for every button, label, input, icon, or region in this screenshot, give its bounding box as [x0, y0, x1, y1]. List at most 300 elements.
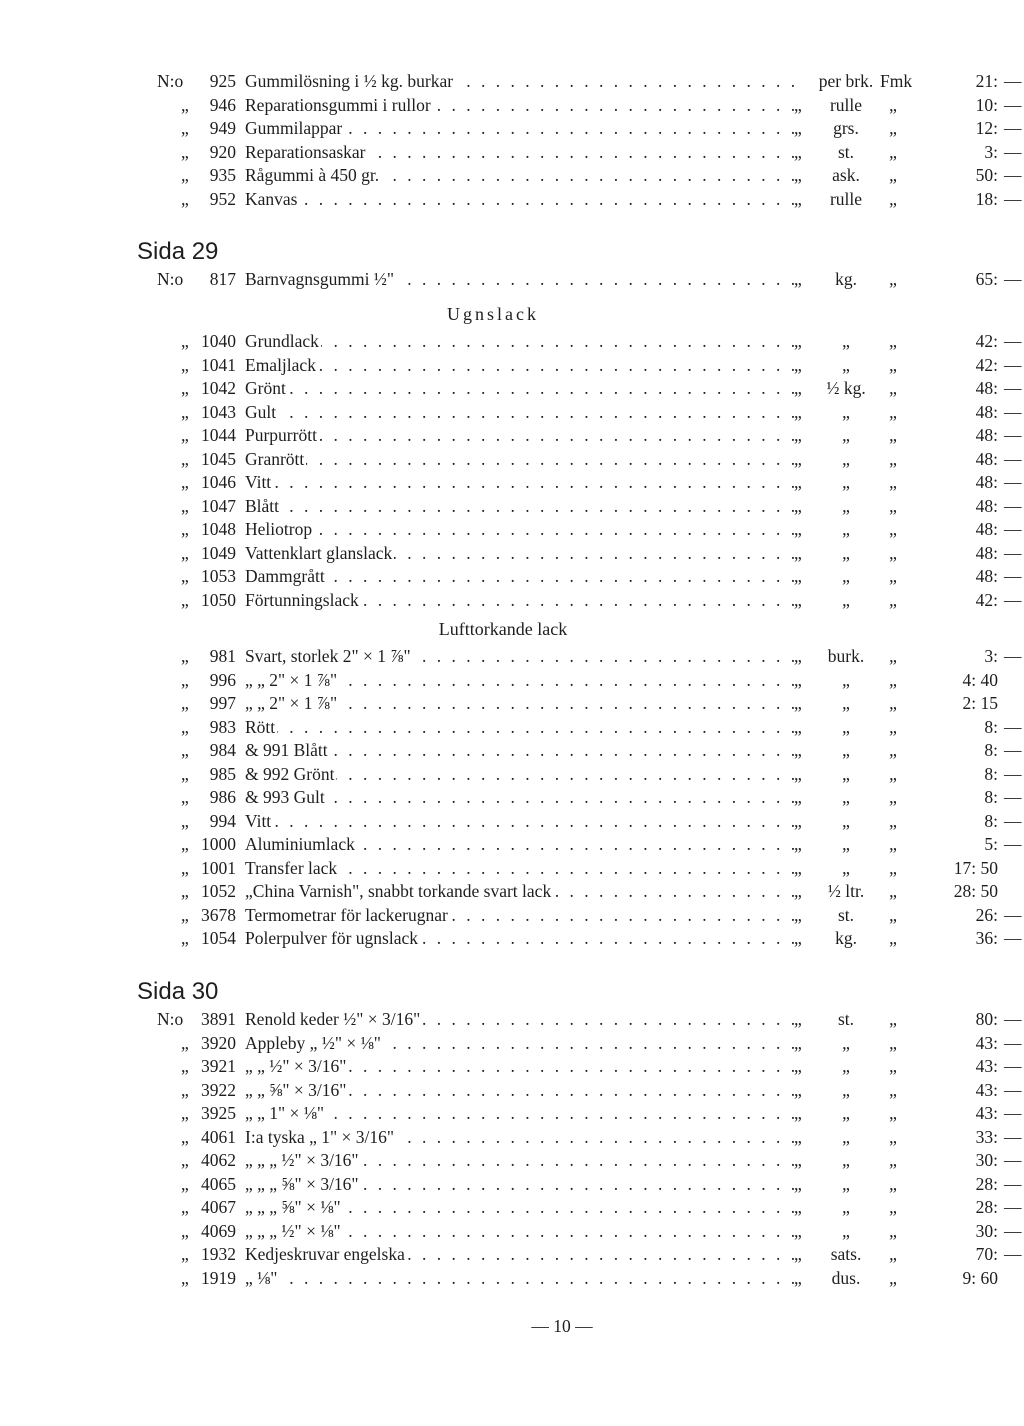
price-dash: — [1004, 519, 1022, 539]
price-dash: — [1004, 354, 1022, 375]
ditto-mark: „ [794, 716, 802, 737]
row-prefix: „ [181, 810, 189, 831]
catalog-row [0, 857, 1024, 881]
item-unit: burk. [827, 646, 865, 666]
item-unit: ask. [832, 165, 860, 185]
catalog-row [0, 1149, 1024, 1173]
item-unit: „ [842, 1079, 850, 1100]
currency-mark: „ [889, 1150, 897, 1170]
item-number: 1932 [201, 1244, 236, 1264]
item-description [245, 810, 800, 834]
item-price: 43: [975, 1103, 998, 1123]
item-number: 1050 [201, 589, 236, 610]
item-description-text: Rågummi à 450 gr. [245, 165, 380, 185]
item-description [245, 857, 800, 881]
catalog-row [0, 645, 1024, 669]
currency-mark: „ [889, 904, 897, 925]
ditto-mark: „ [794, 787, 802, 807]
item-unit: „ [842, 448, 850, 469]
item-description-text: Appleby „ ½" × ⅛" [245, 1032, 381, 1053]
catalog-row [0, 141, 1024, 165]
item-description-text: Heliotrop [245, 519, 313, 539]
price-dash: — [1004, 448, 1022, 469]
item-unit: „ [842, 425, 850, 445]
catalog-row [0, 1196, 1024, 1220]
item-description [245, 542, 800, 566]
item-unit: „ [842, 787, 850, 807]
catalog-row [0, 1173, 1024, 1197]
currency-mark: „ [889, 566, 897, 586]
price-dash: — [1004, 1173, 1022, 1194]
catalog-row [0, 1055, 1024, 1079]
catalog-row [0, 739, 1024, 763]
item-description [245, 1079, 800, 1103]
item-description-text: Barnvagnsgummi ½" [245, 269, 395, 289]
item-description [245, 354, 800, 378]
item-price: 28: [975, 1173, 998, 1194]
item-unit: „ [842, 354, 850, 375]
item-description-text: & 992 Grönt [245, 763, 335, 784]
item-number: 4062 [201, 1150, 236, 1170]
item-unit: „ [842, 834, 850, 854]
row-prefix: „ [181, 1267, 189, 1288]
item-unit: rulle [829, 94, 863, 115]
row-prefix: „ [181, 1056, 189, 1076]
row-prefix: „ [181, 141, 189, 162]
currency-mark: „ [889, 1197, 897, 1217]
item-number: 952 [209, 188, 236, 209]
price-dash: — [1004, 269, 1022, 289]
price-dash: — [1004, 1009, 1022, 1029]
ditto-mark: „ [794, 693, 802, 713]
item-number: 3920 [201, 1032, 236, 1053]
item-unit: „ [842, 401, 850, 422]
ditto-mark: „ [794, 646, 802, 666]
item-unit: „ [842, 1220, 850, 1241]
currency-mark: „ [889, 94, 897, 115]
row-prefix: „ [181, 472, 189, 492]
row-prefix: „ [181, 542, 189, 563]
currency-mark: „ [889, 1267, 897, 1288]
item-unit: „ [842, 331, 850, 351]
price-dash: — [1004, 378, 1022, 398]
item-price: 12: [975, 118, 998, 138]
catalog-row [0, 330, 1024, 354]
item-unit: „ [842, 857, 850, 878]
price-dash: — [1004, 1197, 1022, 1217]
catalog-row [0, 904, 1024, 928]
item-description-text: Dammgrått [245, 566, 325, 586]
item-unit: „ [842, 519, 850, 539]
item-number: 986 [209, 787, 236, 807]
item-description [245, 141, 800, 165]
item-description-text: Reparationsgummi i rullor [245, 94, 431, 115]
item-price: 43: [975, 1056, 998, 1076]
price-dash: — [1004, 472, 1022, 492]
currency-mark: „ [889, 141, 897, 162]
item-description-text: Grundlack [245, 331, 319, 351]
item-number: 3678 [201, 904, 236, 925]
item-description [245, 716, 800, 740]
price-dash: — [1004, 118, 1022, 138]
item-description [245, 833, 800, 857]
ditto-mark: „ [794, 740, 802, 760]
item-description [245, 1173, 800, 1197]
catalog-row [0, 401, 1024, 425]
currency-mark: „ [889, 787, 897, 807]
item-unit: st. [837, 141, 855, 162]
price-dash: — [1004, 904, 1022, 925]
catalog-row [0, 565, 1024, 589]
item-description [245, 1126, 800, 1150]
ditto-mark: „ [794, 542, 802, 563]
row-prefix: „ [181, 834, 189, 854]
item-number: 996 [209, 669, 236, 690]
item-price: 5: [984, 834, 998, 854]
item-number: 3891 [201, 1009, 236, 1029]
item-description-text: „ „ „ ½" × ⅛" [245, 1220, 341, 1241]
item-description [245, 330, 800, 354]
item-unit: „ [842, 472, 850, 492]
item-number: 949 [209, 118, 236, 138]
ditto-mark: „ [794, 141, 802, 162]
item-unit: „ [842, 1150, 850, 1170]
currency-mark: „ [889, 1126, 897, 1147]
item-unit: „ [842, 810, 850, 831]
currency-mark: „ [889, 495, 897, 516]
catalog-row [0, 763, 1024, 787]
price-dash: — [1004, 787, 1022, 807]
row-prefix: „ [181, 448, 189, 469]
item-price: 43: [975, 1032, 998, 1053]
item-number: 935 [209, 165, 236, 185]
currency-mark: „ [889, 834, 897, 854]
catalog-row [0, 495, 1024, 519]
currency-mark: „ [889, 331, 897, 351]
item-unit: „ [842, 1103, 850, 1123]
ditto-mark: „ [794, 1079, 802, 1100]
ditto-mark: „ [794, 519, 802, 539]
row-prefix: „ [181, 188, 189, 209]
catalog-row [0, 424, 1024, 448]
row-prefix: „ [181, 740, 189, 760]
currency-mark: „ [889, 810, 897, 831]
item-description [245, 927, 800, 951]
currency-mark: „ [889, 669, 897, 690]
item-description-text: Purpurrött [245, 425, 317, 445]
ditto-mark: „ [794, 118, 802, 138]
item-description-text: Rött [245, 716, 276, 737]
row-prefix: „ [181, 904, 189, 925]
catalog-row [0, 94, 1024, 118]
item-description [245, 692, 800, 716]
price-dash: — [1004, 928, 1022, 948]
item-description [245, 268, 800, 292]
section-subheading: Lufttorkande lack [438, 619, 568, 639]
price-dash: — [1004, 716, 1022, 737]
item-unit: ½ ltr. [827, 881, 865, 901]
page-number: — 10 — [531, 1316, 593, 1336]
item-description-text: & 993 Gult [245, 787, 325, 807]
catalog-row [0, 880, 1024, 904]
catalog-row [0, 669, 1024, 693]
price-dash: — [1004, 740, 1022, 760]
item-price: 36: [975, 928, 998, 948]
item-description-text: Renold keder ½" × 3/16" [245, 1009, 421, 1029]
item-unit: „ [842, 495, 850, 516]
ditto-mark: „ [794, 589, 802, 610]
ditto-mark: „ [794, 1103, 802, 1123]
item-unit: „ [842, 1032, 850, 1053]
item-description [245, 401, 800, 425]
item-price: 2: 15 [962, 693, 998, 713]
price-dash: — [1004, 71, 1022, 91]
currency-mark: „ [889, 401, 897, 422]
currency-mark: „ [889, 763, 897, 784]
item-description [245, 424, 800, 448]
item-number: 1049 [201, 542, 236, 563]
price-dash: — [1004, 763, 1022, 784]
price-dash: — [1004, 1079, 1022, 1100]
item-price: 42: [975, 354, 998, 375]
item-unit: „ [842, 1056, 850, 1076]
currency-mark: „ [889, 1173, 897, 1194]
item-unit: „ [842, 716, 850, 737]
item-unit: per brk. [818, 71, 874, 91]
row-prefix: N:o [157, 71, 184, 91]
item-description-text: & 991 Blått [245, 740, 328, 760]
item-price: 50: [975, 165, 998, 185]
item-price: 70: [975, 1244, 998, 1264]
item-description [245, 117, 800, 141]
currency-mark: „ [889, 646, 897, 666]
item-price: 42: [975, 589, 998, 610]
ditto-mark: „ [794, 566, 802, 586]
catalog-row [0, 589, 1024, 613]
item-price: 65: [975, 269, 998, 289]
section-heading: Sida 30 [137, 978, 219, 1005]
row-prefix: „ [181, 669, 189, 690]
item-number: 985 [209, 763, 236, 784]
item-number: 1044 [201, 425, 236, 445]
ditto-mark: „ [794, 1056, 802, 1076]
row-prefix: „ [181, 646, 189, 666]
ditto-mark: „ [794, 472, 802, 492]
item-description [245, 880, 800, 904]
currency-mark: „ [889, 188, 897, 209]
currency-mark: „ [889, 589, 897, 610]
ditto-mark: „ [794, 378, 802, 398]
row-prefix: „ [181, 165, 189, 185]
item-description-text: Vattenklart glanslack [245, 542, 393, 563]
ditto-mark: „ [794, 1197, 802, 1217]
item-description [245, 1196, 800, 1220]
row-prefix: N:o [157, 269, 184, 289]
item-description-text: Emaljlack [245, 354, 316, 375]
currency-mark: „ [889, 1244, 897, 1264]
item-price: 28: [975, 1197, 998, 1217]
catalog-row [0, 810, 1024, 834]
catalog-row [0, 268, 1024, 292]
item-description [245, 1032, 800, 1056]
currency-mark: „ [889, 928, 897, 948]
currency-mark: „ [889, 1103, 897, 1123]
item-number: 3925 [201, 1103, 236, 1123]
row-prefix: „ [181, 716, 189, 737]
row-prefix: „ [181, 787, 189, 807]
catalog-row [0, 188, 1024, 212]
item-description [245, 786, 800, 810]
item-description-text: „ „ 2" × 1 ⅞" [245, 693, 338, 713]
item-unit: kg. [835, 269, 857, 289]
row-prefix: „ [181, 1103, 189, 1123]
item-number: 1041 [201, 354, 236, 375]
catalog-row [0, 471, 1024, 495]
item-price: 8: [984, 763, 998, 784]
catalog-row [0, 70, 1024, 94]
currency-mark: „ [889, 881, 897, 901]
item-description [245, 94, 800, 118]
item-price: 48: [975, 401, 998, 422]
currency-mark: „ [889, 425, 897, 445]
currency-mark: „ [889, 1009, 897, 1029]
row-prefix: „ [181, 693, 189, 713]
catalog-row [0, 518, 1024, 542]
ditto-mark: „ [794, 495, 802, 516]
item-description-text: Svart, storlek 2" × 1 ⅞" [245, 646, 411, 666]
item-price: 80: [975, 1009, 998, 1029]
catalog-row [0, 164, 1024, 188]
item-price: 17: 50 [953, 857, 998, 878]
section-subheading: Ugnslack [447, 304, 539, 324]
row-prefix: „ [181, 1150, 189, 1170]
item-price: 18: [975, 188, 998, 209]
item-number: 1000 [201, 834, 236, 854]
row-prefix: „ [181, 566, 189, 586]
currency-mark: „ [889, 448, 897, 469]
catalog-row [0, 1102, 1024, 1126]
ditto-mark: „ [794, 425, 802, 445]
item-description [245, 1102, 800, 1126]
ditto-mark: „ [794, 834, 802, 854]
item-price: 48: [975, 542, 998, 563]
item-unit: „ [842, 566, 850, 586]
item-price: 48: [975, 566, 998, 586]
currency-mark: „ [889, 693, 897, 713]
price-dash: — [1004, 1032, 1022, 1053]
item-description [245, 188, 800, 212]
item-number: 925 [209, 71, 236, 91]
catalog-row [0, 833, 1024, 857]
row-prefix: „ [181, 1173, 189, 1194]
ditto-mark: „ [794, 1150, 802, 1170]
item-price: 48: [975, 495, 998, 516]
currency-mark: „ [889, 542, 897, 563]
ditto-mark: „ [794, 928, 802, 948]
item-description-text: Gummilappar [245, 118, 343, 138]
item-description [245, 164, 800, 188]
item-description [245, 471, 800, 495]
item-number: 817 [209, 269, 236, 289]
ditto-mark: „ [794, 94, 802, 115]
item-number: 920 [209, 141, 236, 162]
catalog-row [0, 377, 1024, 401]
item-description [245, 377, 800, 401]
price-dash: — [1004, 425, 1022, 445]
item-number: 981 [209, 646, 236, 666]
item-description [245, 1055, 800, 1079]
catalog-row [0, 1220, 1024, 1244]
catalog-row [0, 1243, 1024, 1267]
row-prefix: „ [181, 495, 189, 516]
item-number: 1001 [201, 857, 236, 878]
row-prefix: „ [181, 589, 189, 610]
item-number: 983 [209, 716, 236, 737]
row-prefix: „ [181, 425, 189, 445]
item-description-text: Termometrar för lackerugnar [245, 904, 448, 925]
item-number: 994 [209, 810, 236, 831]
item-price: 33: [975, 1126, 998, 1147]
ditto-mark: „ [794, 904, 802, 925]
price-dash: — [1004, 188, 1022, 209]
row-prefix: „ [181, 1244, 189, 1264]
ditto-mark: „ [794, 448, 802, 469]
row-prefix: „ [181, 881, 189, 901]
item-unit: kg. [835, 928, 857, 948]
item-number: 4061 [201, 1126, 236, 1147]
item-price: 10: [975, 94, 998, 115]
item-number: 1043 [201, 401, 236, 422]
price-dash: — [1004, 141, 1022, 162]
ditto-mark: „ [794, 857, 802, 878]
ditto-mark: „ [794, 165, 802, 185]
catalog-row [0, 1008, 1024, 1032]
item-description-text: „ „ 2" × 1 ⅞" [245, 669, 338, 690]
price-dash: — [1004, 401, 1022, 422]
item-unit: st. [837, 904, 855, 925]
item-description-text: Vitt [245, 810, 272, 831]
catalog-row [0, 716, 1024, 740]
catalog-row [0, 1126, 1024, 1150]
catalog-row [0, 1079, 1024, 1103]
currency-mark: „ [889, 472, 897, 492]
item-number: 1047 [201, 495, 236, 516]
price-dash: — [1004, 331, 1022, 351]
item-unit: „ [842, 1126, 850, 1147]
currency-mark: „ [889, 716, 897, 737]
item-price: 43: [975, 1079, 998, 1100]
item-description-text: „ „ ½" × 3/16" [245, 1056, 347, 1076]
currency-mark: „ [889, 378, 897, 398]
currency-mark: „ [889, 519, 897, 539]
item-unit: „ [842, 1197, 850, 1217]
item-price: 48: [975, 448, 998, 469]
row-prefix: „ [181, 857, 189, 878]
price-dash: — [1004, 495, 1022, 516]
item-price: 30: [975, 1150, 998, 1170]
catalog-row [0, 786, 1024, 810]
item-description [245, 1267, 800, 1291]
row-prefix: „ [181, 378, 189, 398]
item-price: 3: [984, 141, 998, 162]
item-unit: „ [842, 1173, 850, 1194]
catalog-row [0, 1267, 1024, 1291]
item-description [245, 1008, 800, 1032]
item-price: 8: [984, 740, 998, 760]
item-price: 48: [975, 378, 998, 398]
price-dash: — [1004, 94, 1022, 115]
item-price: 48: [975, 519, 998, 539]
